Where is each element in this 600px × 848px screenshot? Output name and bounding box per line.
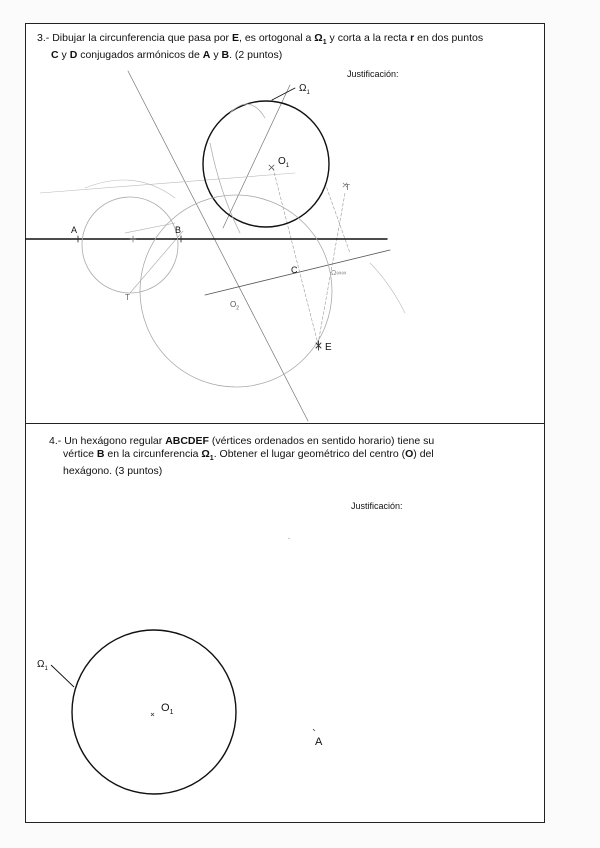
q3-scribble: Ω∞∞ [331, 270, 347, 277]
q3-number: 3.- [37, 32, 50, 44]
q4-line-3: hexágono. (3 puntos) [63, 465, 163, 478]
q4-mark-o1 [151, 713, 154, 716]
q3-point-a: A [202, 49, 211, 62]
q4-justification-label: Justificación: [351, 501, 403, 511]
q3-text-a: Dibujar la circunferencia que pasa por [52, 32, 230, 44]
q3-point-e: E [231, 32, 239, 44]
q4-label-o1: $O_1$ [161, 702, 174, 717]
q4-number: 4.- [49, 435, 62, 447]
q3-label-omega1: $\Omega_1$ [299, 83, 310, 96]
q3-text-b: , es ortogonal a [238, 32, 312, 44]
q4-omega1-leader [51, 665, 74, 687]
q3-label-b: B [175, 225, 182, 235]
q4-text-d: en la circunferencia [107, 447, 199, 460]
q3-text-c: y corta a la recta [329, 32, 408, 44]
q3-label-a: A [71, 225, 78, 235]
q4-mark-a [313, 729, 315, 731]
q4-text-b: (vértices ordenados en sentido horario) tiene su [211, 435, 435, 447]
q3-justification-label: Justificación: [347, 69, 399, 79]
q3-point-b: B [221, 49, 230, 62]
q3-text-d: en dos puntos [417, 32, 484, 44]
q3-label-o1: $O_1$ [278, 156, 290, 169]
q4-text-c: vértice [63, 447, 94, 460]
q3-omega1: $\Omega_1$ [314, 32, 327, 47]
q3-label-e: E [325, 342, 332, 353]
q4-vertex-b: B [96, 447, 105, 460]
exam-content [25, 23, 545, 823]
q3-text-e: y [61, 49, 67, 62]
q4-circle-omega1 [72, 630, 236, 794]
q3-label-t2: T [125, 293, 130, 302]
q3-text-g: y [213, 49, 219, 62]
q3-label-t1: T [345, 183, 350, 192]
q3-label-c: C [291, 265, 298, 275]
q3-point-d: D [69, 49, 78, 62]
q3-label-o2: $O_2$ [230, 300, 240, 312]
q4-hexagon-name: ABCDEF [165, 435, 209, 447]
q4-figure [25, 23, 545, 823]
q4-stray-mark [288, 538, 290, 539]
q4-text-a: Un hexágono regular [64, 435, 163, 447]
q3-line-r: r [410, 32, 415, 44]
q4-omega1: $\Omega_1$ [201, 447, 214, 462]
q4-label-omega1: $\Omega_1$ [37, 659, 48, 672]
q3-text-h: . (2 puntos) [229, 49, 283, 62]
q4-center-o: O [405, 447, 414, 460]
q4-text-f: ) del [413, 447, 434, 460]
q3-point-c: C [51, 49, 59, 62]
q3-text-f: conjugados armónicos de [80, 49, 200, 62]
q4-text-e: . Obtener el lugar geométrico del centro ( [213, 447, 406, 460]
q4-label-a: A [315, 736, 323, 748]
